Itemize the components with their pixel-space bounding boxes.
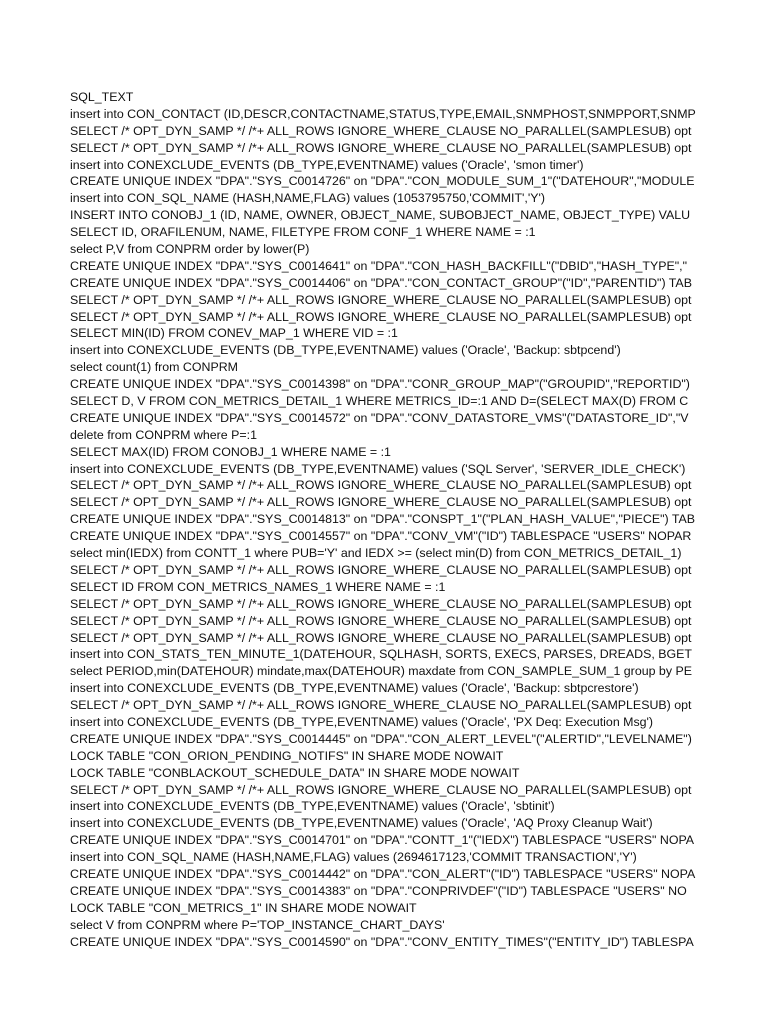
- sql-text-row: insert into CONEXCLUDE_EVENTS (DB_TYPE,EVENTNAME) values ('Oracle', 'Backup: sbtpcend'): [70, 343, 621, 358]
- sql-text-row: select P,V from CONPRM order by lower(P): [70, 242, 310, 257]
- sql-text-row: SELECT /* OPT_DYN_SAMP */ /*+ ALL_ROWS IGNORE_WHERE_CLAUSE NO_PARALLEL(SAMPLESUB) opt: [70, 478, 692, 493]
- sql-text-row: select min(IEDX) from CONTT_1 where PUB='Y' and IEDX >= (select min(D) from CON_METRICS_DETAIL_1): [70, 546, 682, 561]
- sql-text-row: insert into CONEXCLUDE_EVENTS (DB_TYPE,EVENTNAME) values ('Oracle', 'smon timer'): [70, 157, 584, 172]
- sql-text-row: SELECT MAX(ID) FROM CONOBJ_1 WHERE NAME = :1: [70, 444, 391, 459]
- sql-text-row: LOCK TABLE "CONBLACKOUT_SCHEDULE_DATA" IN SHARE MODE NOWAIT: [70, 765, 520, 780]
- sql-text-row: insert into CON_SQL_NAME (HASH,NAME,FLAG) values (2694617123,'COMMIT TRANSACTION','Y'): [70, 850, 637, 865]
- column-header-sql-text: SQL_TEXT: [70, 90, 134, 104]
- sql-text-row: SELECT /* OPT_DYN_SAMP */ /*+ ALL_ROWS IGNORE_WHERE_CLAUSE NO_PARALLEL(SAMPLESUB) opt: [70, 123, 692, 138]
- sql-text-row: SELECT /* OPT_DYN_SAMP */ /*+ ALL_ROWS IGNORE_WHERE_CLAUSE NO_PARALLEL(SAMPLESUB) opt: [70, 596, 692, 611]
- sql-text-row: SELECT D, V FROM CON_METRICS_DETAIL_1 WHERE METRICS_ID=:1 AND D=(SELECT MAX(D) FROM C: [70, 394, 689, 409]
- sql-text-row: delete from CONPRM where P=:1: [70, 427, 257, 442]
- sql-text-row: SELECT /* OPT_DYN_SAMP */ /*+ ALL_ROWS IGNORE_WHERE_CLAUSE NO_PARALLEL(SAMPLESUB) opt: [70, 309, 692, 324]
- sql-text-row: select PERIOD,min(DATEHOUR) mindate,max(DATEHOUR) maxdate from CON_SAMPLE_SUM_1 group by PE: [70, 664, 692, 679]
- sql-text-row: SELECT /* OPT_DYN_SAMP */ /*+ ALL_ROWS IGNORE_WHERE_CLAUSE NO_PARALLEL(SAMPLESUB) opt: [70, 698, 692, 713]
- sql-text-row: SELECT /* OPT_DYN_SAMP */ /*+ ALL_ROWS IGNORE_WHERE_CLAUSE NO_PARALLEL(SAMPLESUB) opt: [70, 630, 692, 645]
- sql-text-row: CREATE UNIQUE INDEX "DPA"."SYS_C0014406" on "DPA"."CON_CONTACT_GROUP"("ID","PARENTID") TAB: [70, 275, 692, 290]
- sql-text-row: select count(1) from CONPRM: [70, 360, 238, 375]
- sql-text-row: CREATE UNIQUE INDEX "DPA"."SYS_C0014590" on "DPA"."CONV_ENTITY_TIMES"("ENTITY_ID") TABLESPA: [70, 934, 694, 949]
- sql-text-row: CREATE UNIQUE INDEX "DPA"."SYS_C0014445" on "DPA"."CON_ALERT_LEVEL"("ALERTID","LEVELNAME"): [70, 731, 692, 746]
- sql-text-row: CREATE UNIQUE INDEX "DPA"."SYS_C0014701" on "DPA"."CONTT_1"("IEDX") TABLESPACE "USERS" NOPA: [70, 833, 695, 848]
- sql-text-row: SELECT /* OPT_DYN_SAMP */ /*+ ALL_ROWS IGNORE_WHERE_CLAUSE NO_PARALLEL(SAMPLESUB) opt: [70, 613, 692, 628]
- sql-text-row: CREATE UNIQUE INDEX "DPA"."SYS_C0014572" on "DPA"."CONV_DATASTORE_VMS"("DATASTORE_ID","V: [70, 410, 689, 425]
- sql-text-row: CREATE UNIQUE INDEX "DPA"."SYS_C0014557" on "DPA"."CONV_VM"("ID") TABLESPACE "USERS" NOPAR: [70, 529, 692, 544]
- sql-text-column: [70, 89, 699, 950]
- sql-text-row: SELECT ID FROM CON_METRICS_NAMES_1 WHERE NAME = :1: [70, 579, 446, 594]
- sql-text-row: CREATE UNIQUE INDEX "DPA"."SYS_C0014641" on "DPA"."CON_HASH_BACKFILL"("DBID","HASH_TYPE",": [70, 258, 688, 273]
- sql-text-row: select V from CONPRM where P='TOP_INSTANCE_CHART_DAYS': [70, 917, 445, 932]
- sql-text-row: CREATE UNIQUE INDEX "DPA"."SYS_C0014813" on "DPA"."CONSPT_1"("PLAN_HASH_VALUE","PIECE") TAB: [70, 512, 696, 527]
- sql-text-row: SELECT /* OPT_DYN_SAMP */ /*+ ALL_ROWS IGNORE_WHERE_CLAUSE NO_PARALLEL(SAMPLESUB) opt: [70, 140, 692, 155]
- sql-text-rows: [70, 106, 699, 951]
- sql-text-row: CREATE UNIQUE INDEX "DPA"."SYS_C0014726" on "DPA"."CON_MODULE_SUM_1"("DATEHOUR","MODULE: [70, 174, 695, 189]
- sql-text-row: insert into CON_CONTACT (ID,DESCR,CONTACTNAME,STATUS,TYPE,EMAIL,SNMPHOST,SNMPPORT,SNMP: [70, 106, 696, 121]
- sql-text-row: INSERT INTO CONOBJ_1 (ID, NAME, OWNER, OBJECT_NAME, SUBOBJECT_NAME, OBJECT_TYPE) VALU: [70, 208, 691, 223]
- sql-text-row: CREATE UNIQUE INDEX "DPA"."SYS_C0014442" on "DPA"."CON_ALERT"("ID") TABLESPACE "USERS" NOPA: [70, 866, 696, 881]
- sql-text-row: SELECT MIN(ID) FROM CONEV_MAP_1 WHERE VID = :1: [70, 326, 398, 341]
- sql-text-row: insert into CON_SQL_NAME (HASH,NAME,FLAG) values (1053795750,'COMMIT','Y'): [70, 191, 545, 206]
- sql-text-row: insert into CONEXCLUDE_EVENTS (DB_TYPE,EVENTNAME) values ('Oracle', 'AQ Proxy Cleanup Wait'): [70, 816, 653, 831]
- sql-text-row: LOCK TABLE "CON_ORION_PENDING_NOTIFS" IN SHARE MODE NOWAIT: [70, 748, 504, 763]
- sql-text-row: SELECT /* OPT_DYN_SAMP */ /*+ ALL_ROWS IGNORE_WHERE_CLAUSE NO_PARALLEL(SAMPLESUB) opt: [70, 292, 692, 307]
- sql-text-row: insert into CONEXCLUDE_EVENTS (DB_TYPE,EVENTNAME) values ('Oracle', 'Backup: sbtpcrestore'): [70, 681, 639, 696]
- sql-text-row: CREATE UNIQUE INDEX "DPA"."SYS_C0014383" on "DPA"."CONPRIVDEF"("ID") TABLESPACE "USERS" NO: [70, 883, 687, 898]
- sql-text-row: SELECT ID, ORAFILENUM, NAME, FILETYPE FROM CONF_1 WHERE NAME = :1: [70, 225, 536, 240]
- sql-text-row: insert into CON_STATS_TEN_MINUTE_1(DATEHOUR, SQLHASH, SORTS, EXECS, PARSES, DREADS, BGET: [70, 647, 692, 662]
- sql-text-row: LOCK TABLE "CON_METRICS_1" IN SHARE MODE NOWAIT: [70, 900, 417, 915]
- sql-text-row: insert into CONEXCLUDE_EVENTS (DB_TYPE,EVENTNAME) values ('Oracle', 'PX Deq: Execution Msg'): [70, 714, 654, 729]
- sql-text-row: CREATE UNIQUE INDEX "DPA"."SYS_C0014398" on "DPA"."CONR_GROUP_MAP"("GROUPID","REPORTID"): [70, 377, 690, 392]
- sql-text-row: SELECT /* OPT_DYN_SAMP */ /*+ ALL_ROWS IGNORE_WHERE_CLAUSE NO_PARALLEL(SAMPLESUB) opt: [70, 562, 692, 577]
- sql-text-row: insert into CONEXCLUDE_EVENTS (DB_TYPE,EVENTNAME) values ('Oracle', 'sbtinit'): [70, 799, 555, 814]
- sql-text-row: SELECT /* OPT_DYN_SAMP */ /*+ ALL_ROWS IGNORE_WHERE_CLAUSE NO_PARALLEL(SAMPLESUB) opt: [70, 782, 692, 797]
- sql-text-row: insert into CONEXCLUDE_EVENTS (DB_TYPE,EVENTNAME) values ('SQL Server', 'SERVER_IDLE_CHECK'): [70, 461, 686, 476]
- sql-text-row: SELECT /* OPT_DYN_SAMP */ /*+ ALL_ROWS IGNORE_WHERE_CLAUSE NO_PARALLEL(SAMPLESUB) opt: [70, 495, 692, 510]
